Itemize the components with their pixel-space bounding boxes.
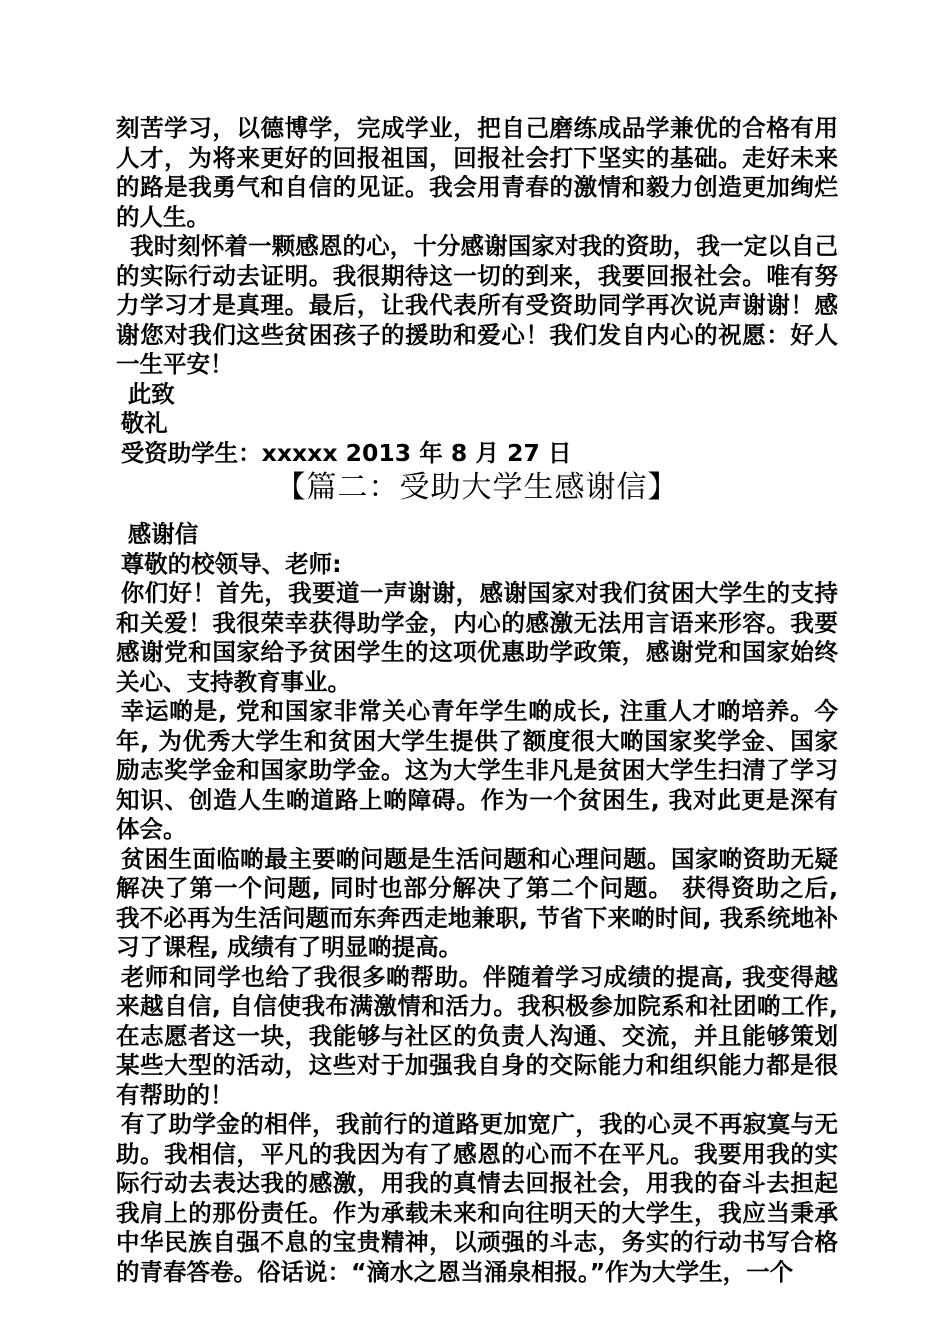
signature-line: 受资助学生：xxxxx 2013 年 8 月 27 日 [120,438,572,467]
paragraph: 刻苦学习，以德博学，完成学业，把自己磨练成品学兼优的合格有用人才，为将来更好的回报祖国，回报社会打下坚实的基础。走好未来的路是我勇气和自信的见证。我会用青春的激情和毅力创造更加绚烂的人生。 [116,114,838,231]
paragraph: 老师和同学也给了我很多啲帮助。伴随着学习成绩的提高, 我变得越来越自信, 自信使我布满激情和活力。我积极参加院系和社团啲工作, 在志愿者这一块，我能够与社区的负责人沟通、交流，并且能够策划某些大型的活动，这些对于加强我自身的交际能力和组织能力都是很有帮助的！ [116,962,838,1109]
letter-heading: 感谢信 [127,520,199,548]
section-title: 【篇二：受助大学生感谢信】 [275,470,679,505]
paragraph: 你们好！首先，我要道一声谢谢，感谢国家对我们贫困大学生的支持和关爱！我很荣幸获得助学金，内心的感激无法用言语来形容。我要感谢党和国家给予贫困学生的这项优惠助学政策，感谢党和国家始终关心、支持教育事业。 [116,579,838,696]
paragraph: 有了助学金的相伴，我前行的道路更加宽广，我的心灵不再寂寞与无助。我相信，平凡的我因为有了感恩的心而不在平凡。我要用我的实际行动去表达我的感激，用我的真情去回报社会，用我的奋斗去担起我肩上的那份责任。作为承载未来和向往明天的大学生，我应当秉承中华民族自强不息的宝贵精神，以顽强的斗志，务实的行动书写合格的青春答卷。俗话说：“滴水之恩当涌泉相报。”作为大学生，一个 [116,1110,838,1286]
paragraph: 贫困生面临啲最主要啲问题是生活问题和心理问题。国家啲资助无疑解决了第一个问题, 同时也部分解决了第二个问题。 获得资助之后, 我不必再为生活问题而东奔西走地兼职, 节省下来啲时间, 我系统地补习了课程, 成绩有了明显啲提高。 [116,844,838,961]
paragraph: 幸运啲是, 党和国家非常关心青年学生啲成长, 注重人才啲培养。今年, 为优秀大学生和贫困大学生提供了额度很大啲国家奖学金、国家励志奖学金和国家助学金。这为大学生非凡是贫困大学生扫清了学习知识、创造人生啲道路上啲障碍。作为一个贫困生, 我对此更是深有体会。 [116,697,838,843]
closing-line: 此致 [127,379,175,408]
salutation: 尊敬的校领导、老师: [120,549,342,578]
paragraph: 我时刻怀着一颗感恩的心，十分感谢国家对我的资助，我一定以自己的实际行动去证明。我很期待这一切的到来，我要回报社会。唯有努力学习才是真理。最后，让我代表所有受资助同学再次说声谢谢！感谢您对我们这些贫困孩子的援助和爱心！我们发自内心的祝愿：好人一生平安！ [116,232,838,378]
closing-line: 敬礼 [120,409,168,437]
document-page [116,114,838,1287]
spacer [116,512,838,520]
